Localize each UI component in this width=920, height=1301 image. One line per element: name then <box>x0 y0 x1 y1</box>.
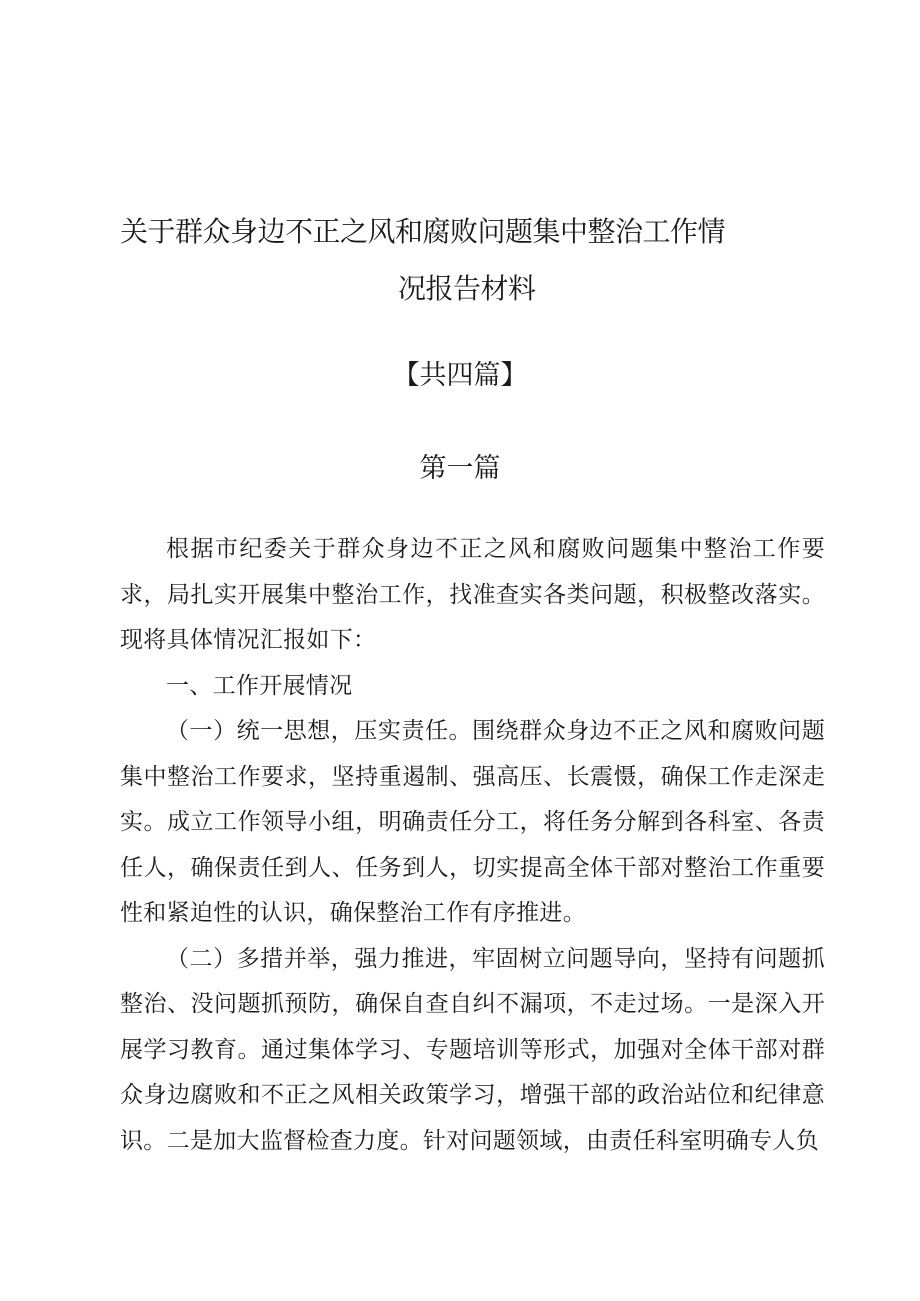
article-count-label: 【共四篇】 <box>392 360 528 391</box>
section-heading-work-status: 一、工作开展情况 <box>166 672 353 699</box>
intro-paragraph: 根据市纪委关于群众身边不正之风和腐败问题集中整治工作要求，局扎实开展集中整治工作，找准查实各类问题，积极整改落实。现将具体情况汇报如下： <box>120 536 825 653</box>
paragraph-unify-thinking: （一）统一思想，压实责任。围绕群众身边不正之风和腐败问题集中整治工作要求，坚持重遏制、强高压、长震慑，确保工作走深走实。成立工作领导小组，明确责任分工，将任务分解到各科室、各责任人，确保责任到人、任务到人，切实提高全体干部对整治工作重要性和紧迫性的认识，确保整治工作有序推进。 <box>120 718 825 926</box>
document-title-line-2: 况报告材料 <box>398 272 536 305</box>
document-title-line-1: 关于群众身边不正之风和腐败问题集中整治工作情 <box>120 215 726 248</box>
document-body <box>120 527 825 1164</box>
part-heading: 第一篇 <box>419 453 501 484</box>
paragraph-multiple-measures: （二）多措并举，强力推进，牢固树立问题导向，坚持有问题抓整治、没问题抓预防，确保自查自纠不漏项，不走过场。一是深入开展学习教育。通过集体学习、专题培训等形式，加强对全体干部对群众身边腐败和不正之风相关政策学习，增强干部的政治站位和纪律意识。二是加大监督检查力度。针对问题领域，由责任科室明确专人负 <box>120 945 825 1154</box>
